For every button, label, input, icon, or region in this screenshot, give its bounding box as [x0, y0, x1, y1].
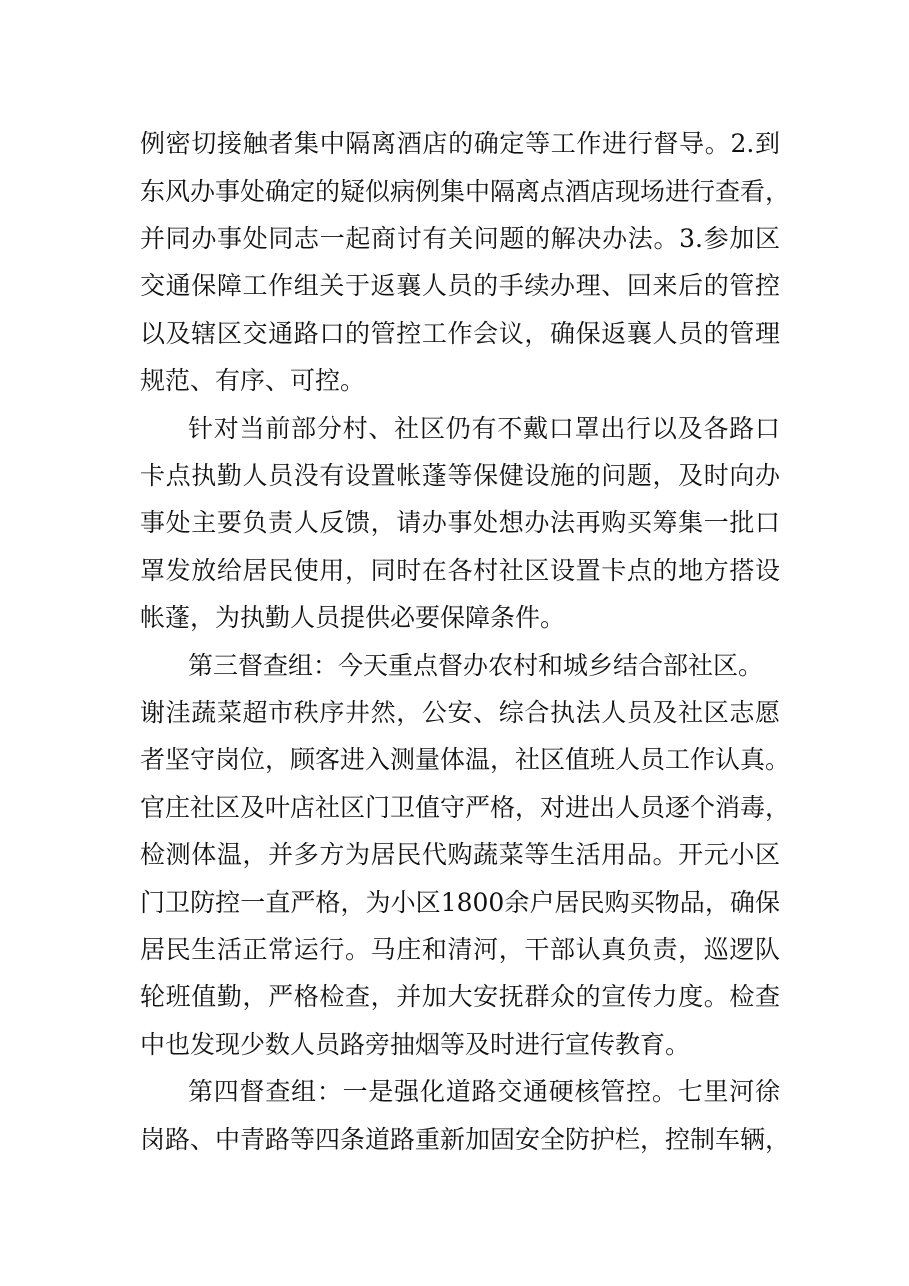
- text-line: 帐蓬，为执勤人员提供必要保障条件。: [140, 603, 566, 632]
- text-line: 卡点执勤人员没有设置帐蓬等保健设施的问题，及时向办: [140, 461, 780, 490]
- text-line: 岗路、中青路等四条道路重新加固安全防护栏，控制车辆，: [140, 1125, 791, 1154]
- text-line: 事处主要负责人反馈，请办事处想办法再购买筹集一批口: [140, 508, 780, 537]
- text-line: 轮班值勤，严格检查，并加大安抚群众的宣传力度。检查: [140, 982, 780, 1011]
- text-line: 罩发放给居民使用，同时在各村社区设置卡点的地方搭设: [140, 556, 780, 585]
- text-line: 交通保障工作组关于返襄人员的手续办理、回来后的管控: [140, 271, 780, 300]
- text-line: 官庄社区及叶店社区门卫值守严格，对进出人员逐个消毒，: [140, 793, 791, 822]
- text-line: 谢洼蔬菜超市秩序井然，公安、综合执法人员及社区志愿: [140, 698, 780, 727]
- text-line: 以及辖区交通路口的管控工作会议，确保返襄人员的管理: [140, 319, 780, 348]
- text-line: 检测体温，并多方为居民代购蔬菜等生活用品。开元小区: [140, 840, 780, 869]
- text-line: 中也发现少数人员路旁抽烟等及时进行宣传教育。: [140, 1030, 691, 1059]
- text-line: 东风办事处确定的疑似病例集中隔离点酒店现场进行查看，: [140, 177, 791, 206]
- text-line: 门卫防控一直严格，为小区1800余户居民购买物品，确保: [140, 888, 780, 917]
- text-line: 并同办事处同志一起商讨有关问题的解决办法。3.参加区: [140, 224, 780, 253]
- paragraph-first-line: 第三督查组：今天重点督办农村和城乡结合部社区。: [188, 651, 764, 680]
- paragraph-first-line: 第四督查组：一是强化道路交通硬核管控。七里河徐: [188, 1077, 780, 1106]
- text-line: 例密切接触者集中隔离酒店的确定等工作进行督导。2.到: [140, 129, 780, 158]
- text-line: 居民生活正常运行。马庄和清河，干部认真负责，巡逻队: [140, 935, 780, 964]
- paragraph-first-line: 针对当前部分村、社区仍有不戴口罩出行以及各路口: [188, 414, 780, 443]
- text-line: 者坚守岗位，顾客进入测量体温，社区值班人员工作认真。: [140, 745, 791, 774]
- text-line: 规范、有序、可控。: [140, 366, 366, 395]
